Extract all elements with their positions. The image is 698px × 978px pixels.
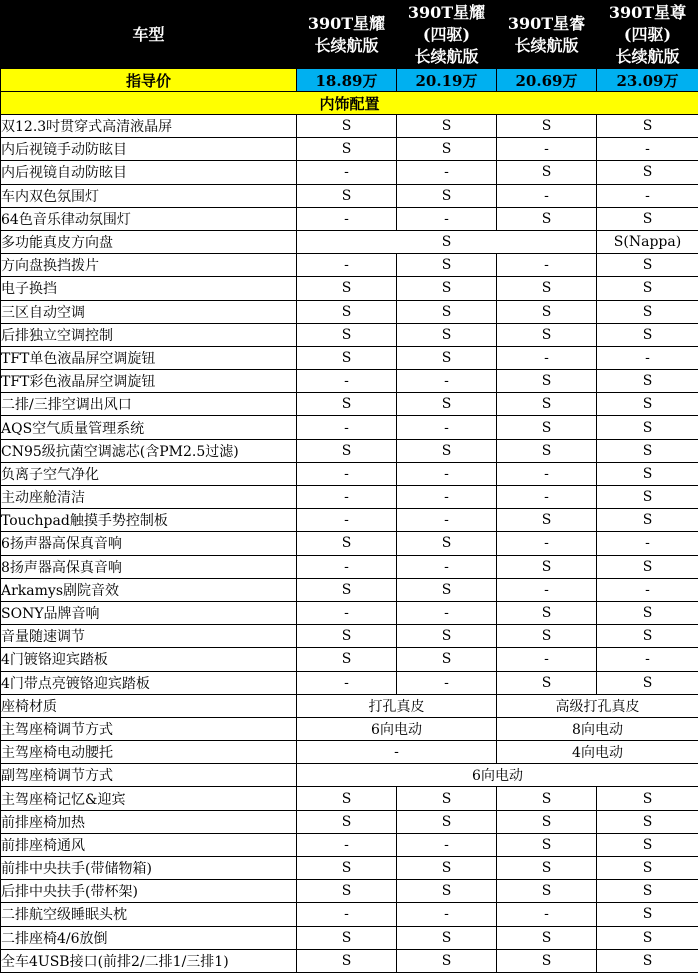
feature-value: S bbox=[597, 625, 698, 648]
feature-value: S bbox=[297, 346, 397, 369]
feature-value: - bbox=[497, 462, 597, 485]
feature-value: - bbox=[297, 741, 497, 764]
model-name: 390T星耀 长续航版 bbox=[297, 1, 397, 69]
feature-value: - bbox=[397, 671, 497, 694]
feature-value: S bbox=[597, 509, 698, 532]
price-value: 20.69万 bbox=[497, 69, 597, 92]
feature-value: S bbox=[497, 555, 597, 578]
feature-name: 二排/三排空调出风口 bbox=[1, 393, 297, 416]
feature-value: S bbox=[297, 277, 397, 300]
feature-value: S bbox=[397, 439, 497, 462]
feature-value: S bbox=[497, 509, 597, 532]
feature-value: S bbox=[597, 393, 698, 416]
feature-value: S bbox=[397, 926, 497, 949]
feature-value: 打孔真皮 bbox=[297, 694, 497, 717]
feature-value: S bbox=[497, 439, 597, 462]
feature-value: - bbox=[497, 138, 597, 161]
feature-value: S bbox=[397, 323, 497, 346]
feature-value: S bbox=[597, 926, 698, 949]
table-row bbox=[1, 230, 698, 253]
feature-value: S bbox=[297, 532, 397, 555]
feature-value: S bbox=[597, 439, 698, 462]
feature-value: S bbox=[297, 648, 397, 671]
table-row bbox=[1, 857, 698, 880]
feature-value: - bbox=[397, 462, 497, 485]
feature-value: - bbox=[497, 486, 597, 509]
feature-value: S bbox=[597, 787, 698, 810]
table-row bbox=[1, 486, 698, 509]
feature-value: S bbox=[297, 393, 397, 416]
feature-value: S bbox=[497, 300, 597, 323]
feature-value: S bbox=[497, 115, 597, 138]
feature-value: S bbox=[297, 880, 397, 903]
feature-value: S bbox=[397, 393, 497, 416]
feature-value: - bbox=[497, 903, 597, 926]
feature-value: - bbox=[497, 532, 597, 555]
table-row bbox=[1, 439, 698, 462]
feature-value: S bbox=[597, 207, 698, 230]
feature-value: S bbox=[397, 857, 497, 880]
feature-value: S bbox=[497, 323, 597, 346]
feature-value: - bbox=[397, 555, 497, 578]
feature-name: 前排座椅加热 bbox=[1, 810, 297, 833]
feature-name: AQS空气质量管理系统 bbox=[1, 416, 297, 439]
feature-value: S bbox=[397, 880, 497, 903]
feature-name: 电子换挡 bbox=[1, 277, 297, 300]
feature-value: S bbox=[297, 949, 397, 972]
feature-value: - bbox=[297, 161, 397, 184]
feature-value: S bbox=[597, 601, 698, 624]
feature-value: S bbox=[597, 254, 698, 277]
feature-value: - bbox=[297, 671, 397, 694]
feature-value: 6向电动 bbox=[297, 764, 698, 787]
table-row bbox=[1, 625, 698, 648]
feature-value: S(Nappa) bbox=[597, 230, 698, 253]
feature-value: S bbox=[597, 857, 698, 880]
feature-value: - bbox=[297, 462, 397, 485]
model-name: 390T星睿 长续航版 bbox=[497, 1, 597, 69]
feature-name: 车内双色氛围灯 bbox=[1, 184, 297, 207]
feature-name: 负离子空气净化 bbox=[1, 462, 297, 485]
feature-value: S bbox=[497, 949, 597, 972]
table-row bbox=[1, 578, 698, 601]
price-row bbox=[1, 69, 698, 92]
feature-value: S bbox=[397, 277, 497, 300]
feature-value: S bbox=[597, 880, 698, 903]
feature-value: S bbox=[397, 625, 497, 648]
feature-value: S bbox=[297, 787, 397, 810]
feature-value: S bbox=[597, 462, 698, 485]
feature-value: S bbox=[297, 300, 397, 323]
table-row bbox=[1, 277, 698, 300]
feature-value: S bbox=[597, 370, 698, 393]
feature-value: - bbox=[597, 138, 698, 161]
table-row bbox=[1, 416, 698, 439]
feature-name: 主动座舱清洁 bbox=[1, 486, 297, 509]
feature-name: 音量随速调节 bbox=[1, 625, 297, 648]
feature-value: - bbox=[597, 184, 698, 207]
feature-value: S bbox=[397, 184, 497, 207]
feature-name: 主驾座椅记忆&迎宾 bbox=[1, 787, 297, 810]
feature-name: SONY品牌音响 bbox=[1, 601, 297, 624]
price-label: 指导价 bbox=[1, 69, 297, 92]
feature-value: S bbox=[297, 926, 397, 949]
price-value: 18.89万 bbox=[297, 69, 397, 92]
feature-value: - bbox=[297, 254, 397, 277]
feature-value: - bbox=[297, 207, 397, 230]
feature-name: 副驾座椅调节方式 bbox=[1, 764, 297, 787]
feature-value: - bbox=[297, 903, 397, 926]
feature-value: - bbox=[497, 254, 597, 277]
feature-value: S bbox=[297, 323, 397, 346]
feature-value: - bbox=[497, 578, 597, 601]
feature-value: S bbox=[297, 115, 397, 138]
table-row bbox=[1, 323, 698, 346]
table-row bbox=[1, 694, 698, 717]
feature-value: S bbox=[297, 810, 397, 833]
feature-name: 主驾座椅电动腰托 bbox=[1, 741, 297, 764]
feature-value: S bbox=[497, 787, 597, 810]
feature-value: S bbox=[297, 184, 397, 207]
feature-value: S bbox=[397, 532, 497, 555]
feature-value: - bbox=[397, 833, 497, 856]
feature-name: CN95级抗菌空调滤芯(含PM2.5过滤) bbox=[1, 439, 297, 462]
feature-value: S bbox=[297, 857, 397, 880]
section-title: 内饰配置 bbox=[1, 92, 698, 115]
feature-value: S bbox=[397, 810, 497, 833]
feature-value: S bbox=[597, 903, 698, 926]
feature-value: S bbox=[597, 300, 698, 323]
feature-value: - bbox=[297, 509, 397, 532]
feature-value: - bbox=[497, 346, 597, 369]
feature-name: 前排座椅通风 bbox=[1, 833, 297, 856]
feature-value: - bbox=[397, 161, 497, 184]
feature-value: S bbox=[597, 277, 698, 300]
table-row bbox=[1, 370, 698, 393]
table-row bbox=[1, 810, 698, 833]
feature-name: 内后视镜自动防眩目 bbox=[1, 161, 297, 184]
table-row bbox=[1, 509, 698, 532]
table-row bbox=[1, 926, 698, 949]
feature-value: S bbox=[497, 416, 597, 439]
feature-value: S bbox=[397, 300, 497, 323]
feature-value: S bbox=[597, 115, 698, 138]
feature-value: - bbox=[297, 370, 397, 393]
feature-value: 高级打孔真皮 bbox=[497, 694, 698, 717]
feature-value: - bbox=[497, 184, 597, 207]
feature-name: 8扬声器高保真音响 bbox=[1, 555, 297, 578]
feature-value: - bbox=[597, 648, 698, 671]
table-row bbox=[1, 300, 698, 323]
feature-value: S bbox=[297, 138, 397, 161]
feature-value: S bbox=[497, 277, 597, 300]
table-row bbox=[1, 184, 698, 207]
feature-value: S bbox=[497, 601, 597, 624]
feature-value: - bbox=[297, 486, 397, 509]
feature-value: S bbox=[497, 880, 597, 903]
feature-value: - bbox=[597, 346, 698, 369]
feature-value: S bbox=[597, 949, 698, 972]
feature-name: 后排独立空调控制 bbox=[1, 323, 297, 346]
table-row bbox=[1, 346, 698, 369]
feature-value: - bbox=[397, 903, 497, 926]
feature-name: Touchpad触摸手势控制板 bbox=[1, 509, 297, 532]
feature-value: S bbox=[597, 323, 698, 346]
feature-value: S bbox=[397, 138, 497, 161]
model-header-row bbox=[1, 1, 698, 69]
table-row bbox=[1, 207, 698, 230]
feature-value: - bbox=[397, 370, 497, 393]
feature-value: S bbox=[397, 949, 497, 972]
feature-value: S bbox=[597, 486, 698, 509]
table-row bbox=[1, 949, 698, 972]
section-header bbox=[1, 92, 698, 115]
feature-value: 6向电动 bbox=[297, 717, 497, 740]
feature-name: 二排座椅4/6放倒 bbox=[1, 926, 297, 949]
feature-name: 全车4USB接口(前排2/二排1/三排1) bbox=[1, 949, 297, 972]
feature-value: - bbox=[497, 648, 597, 671]
feature-value: S bbox=[497, 207, 597, 230]
feature-name: 后排中央扶手(带杯架) bbox=[1, 880, 297, 903]
feature-value: - bbox=[397, 207, 497, 230]
feature-name: 4门带点亮镀铬迎宾踏板 bbox=[1, 671, 297, 694]
feature-value: S bbox=[497, 833, 597, 856]
price-value: 23.09万 bbox=[597, 69, 698, 92]
header-label: 车型 bbox=[1, 1, 297, 69]
feature-value: - bbox=[397, 486, 497, 509]
table-row bbox=[1, 717, 698, 740]
table-row bbox=[1, 115, 698, 138]
feature-value: - bbox=[397, 509, 497, 532]
table-row bbox=[1, 393, 698, 416]
feature-value: - bbox=[597, 532, 698, 555]
feature-value: S bbox=[397, 254, 497, 277]
feature-value: S bbox=[397, 787, 497, 810]
feature-value: S bbox=[397, 115, 497, 138]
feature-name: 64色音乐律动氛围灯 bbox=[1, 207, 297, 230]
table-row bbox=[1, 462, 698, 485]
feature-value: S bbox=[397, 578, 497, 601]
feature-value: S bbox=[597, 555, 698, 578]
table-row bbox=[1, 601, 698, 624]
feature-name: 方向盘换挡拨片 bbox=[1, 254, 297, 277]
feature-value: S bbox=[497, 393, 597, 416]
feature-value: S bbox=[497, 671, 597, 694]
feature-name: 主驾座椅调节方式 bbox=[1, 717, 297, 740]
feature-value: - bbox=[297, 601, 397, 624]
feature-value: S bbox=[397, 648, 497, 671]
table-row bbox=[1, 555, 698, 578]
feature-value: - bbox=[297, 555, 397, 578]
table-row bbox=[1, 764, 698, 787]
feature-value: - bbox=[297, 833, 397, 856]
feature-value: 8向电动 bbox=[497, 717, 698, 740]
feature-value: S bbox=[297, 439, 397, 462]
feature-name: TFT单色液晶屏空调旋钮 bbox=[1, 346, 297, 369]
feature-value: S bbox=[497, 857, 597, 880]
feature-value: - bbox=[597, 578, 698, 601]
table-row bbox=[1, 741, 698, 764]
table-row bbox=[1, 880, 698, 903]
feature-name: 6扬声器高保真音响 bbox=[1, 532, 297, 555]
feature-value: S bbox=[397, 346, 497, 369]
feature-value: S bbox=[497, 370, 597, 393]
table-row bbox=[1, 648, 698, 671]
table-row bbox=[1, 161, 698, 184]
table-row bbox=[1, 903, 698, 926]
table-row bbox=[1, 833, 698, 856]
feature-value: S bbox=[497, 810, 597, 833]
feature-value: - bbox=[397, 601, 497, 624]
feature-value: - bbox=[397, 416, 497, 439]
feature-name: 多功能真皮方向盘 bbox=[1, 230, 297, 253]
feature-value: 4向电动 bbox=[497, 741, 698, 764]
feature-name: 座椅材质 bbox=[1, 694, 297, 717]
feature-value: S bbox=[597, 810, 698, 833]
feature-name: TFT彩色液晶屏空调旋钮 bbox=[1, 370, 297, 393]
feature-value: S bbox=[597, 416, 698, 439]
feature-name: 4门镀铬迎宾踏板 bbox=[1, 648, 297, 671]
feature-name: 双12.3吋贯穿式高清液晶屏 bbox=[1, 115, 297, 138]
feature-name: 前排中央扶手(带储物箱) bbox=[1, 857, 297, 880]
feature-value: S bbox=[297, 625, 397, 648]
table-row bbox=[1, 138, 698, 161]
model-name: 390T星尊 (四驱) 长续航版 bbox=[597, 1, 698, 69]
feature-name: 三区自动空调 bbox=[1, 300, 297, 323]
feature-value: S bbox=[597, 161, 698, 184]
feature-name: 二排航空级睡眠头枕 bbox=[1, 903, 297, 926]
feature-value: S bbox=[497, 926, 597, 949]
price-value: 20.19万 bbox=[397, 69, 497, 92]
table-row bbox=[1, 671, 698, 694]
model-name: 390T星耀 (四驱) 长续航版 bbox=[397, 1, 497, 69]
feature-value: S bbox=[297, 230, 597, 253]
feature-value: S bbox=[497, 625, 597, 648]
table-row bbox=[1, 254, 698, 277]
feature-value: S bbox=[297, 578, 397, 601]
feature-name: Arkamys剧院音效 bbox=[1, 578, 297, 601]
feature-value: S bbox=[597, 671, 698, 694]
feature-name: 内后视镜手动防眩目 bbox=[1, 138, 297, 161]
table-row bbox=[1, 532, 698, 555]
feature-value: - bbox=[297, 416, 397, 439]
table-row bbox=[1, 787, 698, 810]
feature-value: S bbox=[497, 161, 597, 184]
feature-value: S bbox=[597, 833, 698, 856]
